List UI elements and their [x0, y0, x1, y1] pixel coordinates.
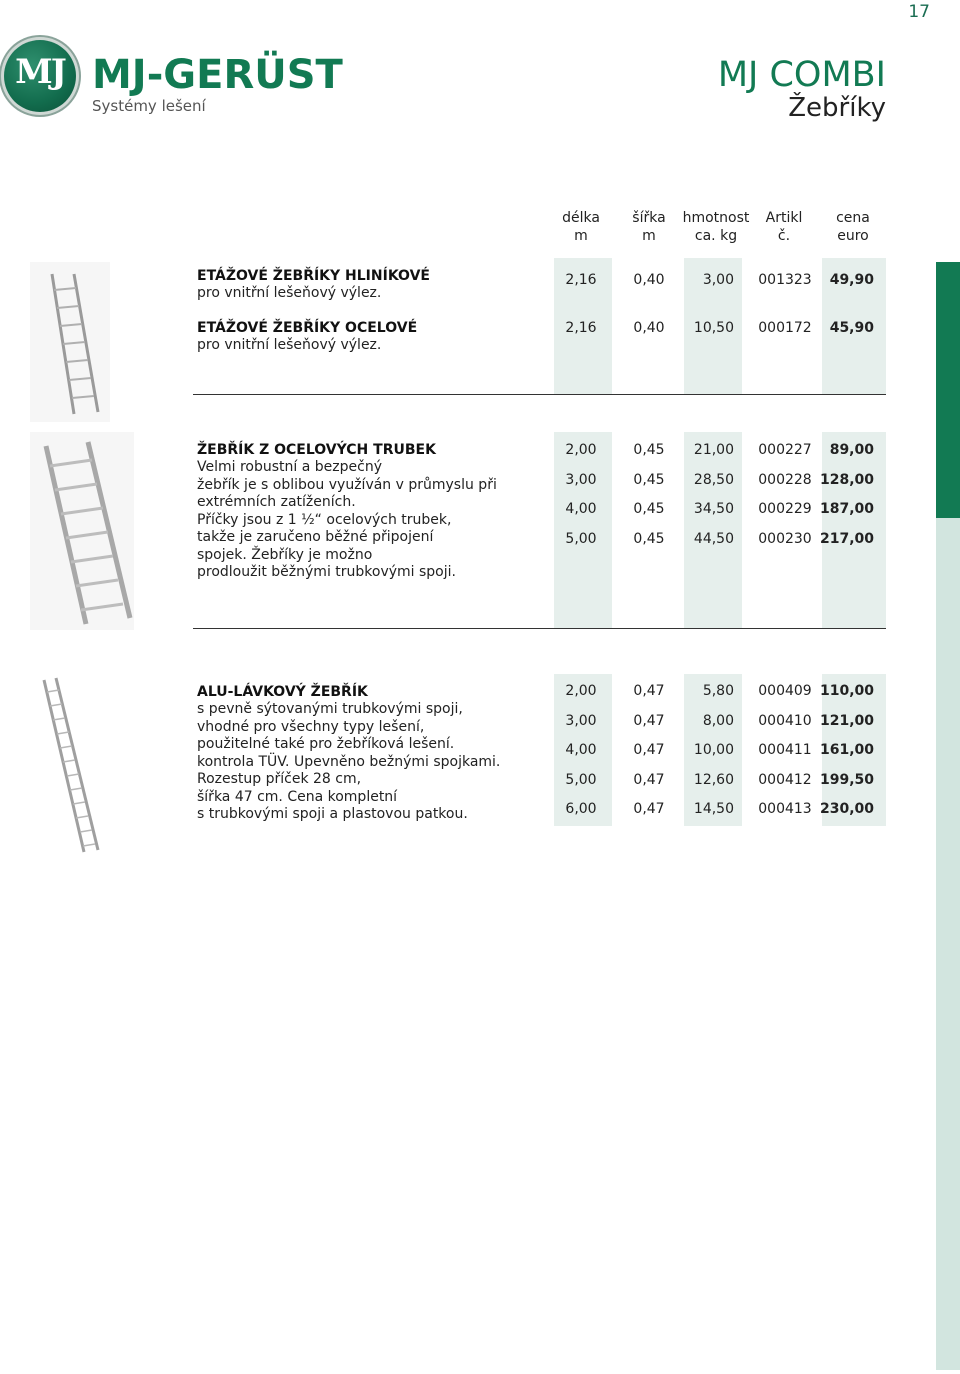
- section-divider: [193, 628, 886, 629]
- table-cell: 3,00: [565, 713, 597, 729]
- brand-subtitle: Systémy lešení: [92, 97, 206, 115]
- text-line: Rozestup příček 28 cm,: [197, 771, 362, 787]
- section-aluminium-floor-ladder: [197, 267, 537, 303]
- table-cell: 2,00: [565, 442, 597, 458]
- text-line: šířka: [632, 210, 666, 226]
- table-cell: 12,60: [693, 772, 734, 788]
- side-accent-bar-light: [936, 518, 960, 1370]
- section-title: ETÁŽOVÉ ŽEBŘÍKY OCELOVÉ: [197, 320, 418, 336]
- header-width: [620, 209, 678, 245]
- table-cell: 0,47: [633, 742, 665, 758]
- text-line: s trubkovými spoji a plastovou patkou.: [197, 806, 468, 822]
- table-cell: 217,00: [820, 531, 875, 547]
- table-cell: 000409: [758, 683, 812, 699]
- brand-name: MJ-GERÜST: [92, 52, 343, 98]
- table-cell: 0,47: [633, 801, 665, 817]
- steel-tube-ladder-image: [30, 432, 134, 630]
- section-title: ŽEBŘÍK Z OCELOVÝCH TRUBEK: [197, 442, 436, 458]
- aluminium-ladder-image: [30, 262, 110, 422]
- table-cell: 000172: [758, 320, 812, 336]
- side-accent-bar-dark: [936, 262, 960, 518]
- table-cell: 89,00: [829, 442, 874, 458]
- table-cell: 000413: [758, 801, 812, 817]
- text-line: Artikl: [765, 210, 803, 226]
- header-weight: [679, 209, 753, 245]
- table-cell: 3,00: [565, 472, 597, 488]
- text-line: žebřík je s oblibou využíván v průmyslu při: [197, 476, 497, 493]
- table-cell: 4,00: [565, 501, 597, 517]
- text-line: použitelné také pro žebříková lešení.: [197, 736, 455, 752]
- text-line: délka: [562, 210, 600, 226]
- table-cell: 44,50: [693, 531, 734, 547]
- section-description: [197, 459, 537, 582]
- table-cell: 5,00: [565, 531, 597, 547]
- table-cell: 6,00: [565, 801, 597, 817]
- table-cell: 001323: [758, 272, 812, 288]
- text-line: ca. kg: [694, 228, 738, 244]
- text-line: Velmi robustní a bezpečný: [197, 459, 382, 475]
- table-cell: 0,45: [633, 472, 665, 488]
- table-cell: 000227: [758, 442, 812, 458]
- text-line: extrémních zatíženích.: [197, 494, 356, 510]
- text-line: m: [642, 228, 656, 244]
- table-cell: 4,00: [565, 742, 597, 758]
- table-cell: 0,45: [633, 442, 665, 458]
- section-description: pro vnitřní lešeňový výlez.: [197, 285, 382, 301]
- alu-platform-ladder-image: [40, 676, 104, 858]
- page-title: MJ COMBI: [717, 55, 886, 95]
- table-cell: 187,00: [820, 501, 875, 517]
- table-cell: 128,00: [820, 472, 875, 488]
- header-article: [756, 209, 812, 245]
- page-subtitle: Žebříky: [788, 93, 886, 123]
- table-cell: 5,80: [702, 683, 734, 699]
- section-alu-platform-ladder: [197, 683, 537, 824]
- table-cell: 45,90: [829, 320, 874, 336]
- text-line: č.: [777, 228, 791, 244]
- table-cell: 000228: [758, 472, 812, 488]
- table-cell: 110,00: [820, 683, 875, 699]
- text-line: Příčky jsou z 1 ½“ ocelových trubek,: [197, 511, 452, 528]
- section-title: ETÁŽOVÉ ŽEBŘÍKY HLINÍKOVÉ: [197, 268, 430, 284]
- table-cell: 000412: [758, 772, 812, 788]
- text-line: cena: [836, 210, 870, 226]
- text-line: s pevně sýtovanými trubkovými spoji,: [197, 701, 463, 717]
- table-cell: 0,47: [633, 772, 665, 788]
- page-number: 17: [908, 2, 930, 22]
- section-steel-tube-ladder: [197, 441, 537, 582]
- table-cell: 21,00: [693, 442, 734, 458]
- table-cell: 10,00: [693, 742, 734, 758]
- text-line: kontrola TÜV. Upevněno bežnými spojkami.: [197, 753, 501, 770]
- table-cell: 10,50: [693, 320, 734, 336]
- text-line: prodloužit běžnými trubkovými spoji.: [197, 564, 456, 580]
- table-cell: 230,00: [820, 801, 875, 817]
- section-description: pro vnitřní lešeňový výlez.: [197, 337, 382, 353]
- section-steel-floor-ladder: [197, 319, 537, 355]
- table-cell: 2,00: [565, 683, 597, 699]
- table-cell: 0,40: [633, 272, 665, 288]
- table-cell: 000230: [758, 531, 812, 547]
- table-cell: 14,50: [693, 801, 734, 817]
- section-title: ALU-LÁVKOVÝ ŽEBŘÍK: [197, 684, 368, 700]
- table-cell: 000410: [758, 713, 812, 729]
- table-cell: 28,50: [693, 472, 734, 488]
- text-line: spojek. Žebříky je možno: [197, 546, 373, 563]
- table-cell: 199,50: [820, 772, 875, 788]
- table-cell: 0,45: [633, 531, 665, 547]
- table-cell: 000411: [758, 742, 812, 758]
- table-cell: 121,00: [820, 713, 875, 729]
- table-cell: 3,00: [702, 272, 734, 288]
- section-description: [197, 701, 537, 824]
- table-cell: 49,90: [829, 272, 874, 288]
- text-line: takže je zaručeno běžné připojení: [197, 529, 434, 545]
- table-cell: 34,50: [693, 501, 734, 517]
- table-cell: 161,00: [820, 742, 875, 758]
- table-cell: 0,40: [633, 320, 665, 336]
- table-cell: 5,00: [565, 772, 597, 788]
- text-line: šířka 47 cm. Cena kompletní: [197, 788, 398, 805]
- table-cell: 0,47: [633, 683, 665, 699]
- text-line: hmotnost: [682, 210, 750, 226]
- section-divider: [193, 394, 886, 395]
- text-line: m: [574, 228, 588, 244]
- table-cell: 0,45: [633, 501, 665, 517]
- logo-emblem: [4, 40, 76, 112]
- header-length: [552, 209, 610, 245]
- logo-emblem-text: MJ: [15, 52, 65, 92]
- table-cell: 8,00: [702, 713, 734, 729]
- table-cell: 0,47: [633, 713, 665, 729]
- table-cell: 2,16: [565, 320, 597, 336]
- header-price: [824, 209, 882, 245]
- table-cell: 2,16: [565, 272, 597, 288]
- text-line: vhodné pro všechny typy lešení,: [197, 718, 425, 735]
- table-cell: 000229: [758, 501, 812, 517]
- text-line: euro: [837, 228, 869, 244]
